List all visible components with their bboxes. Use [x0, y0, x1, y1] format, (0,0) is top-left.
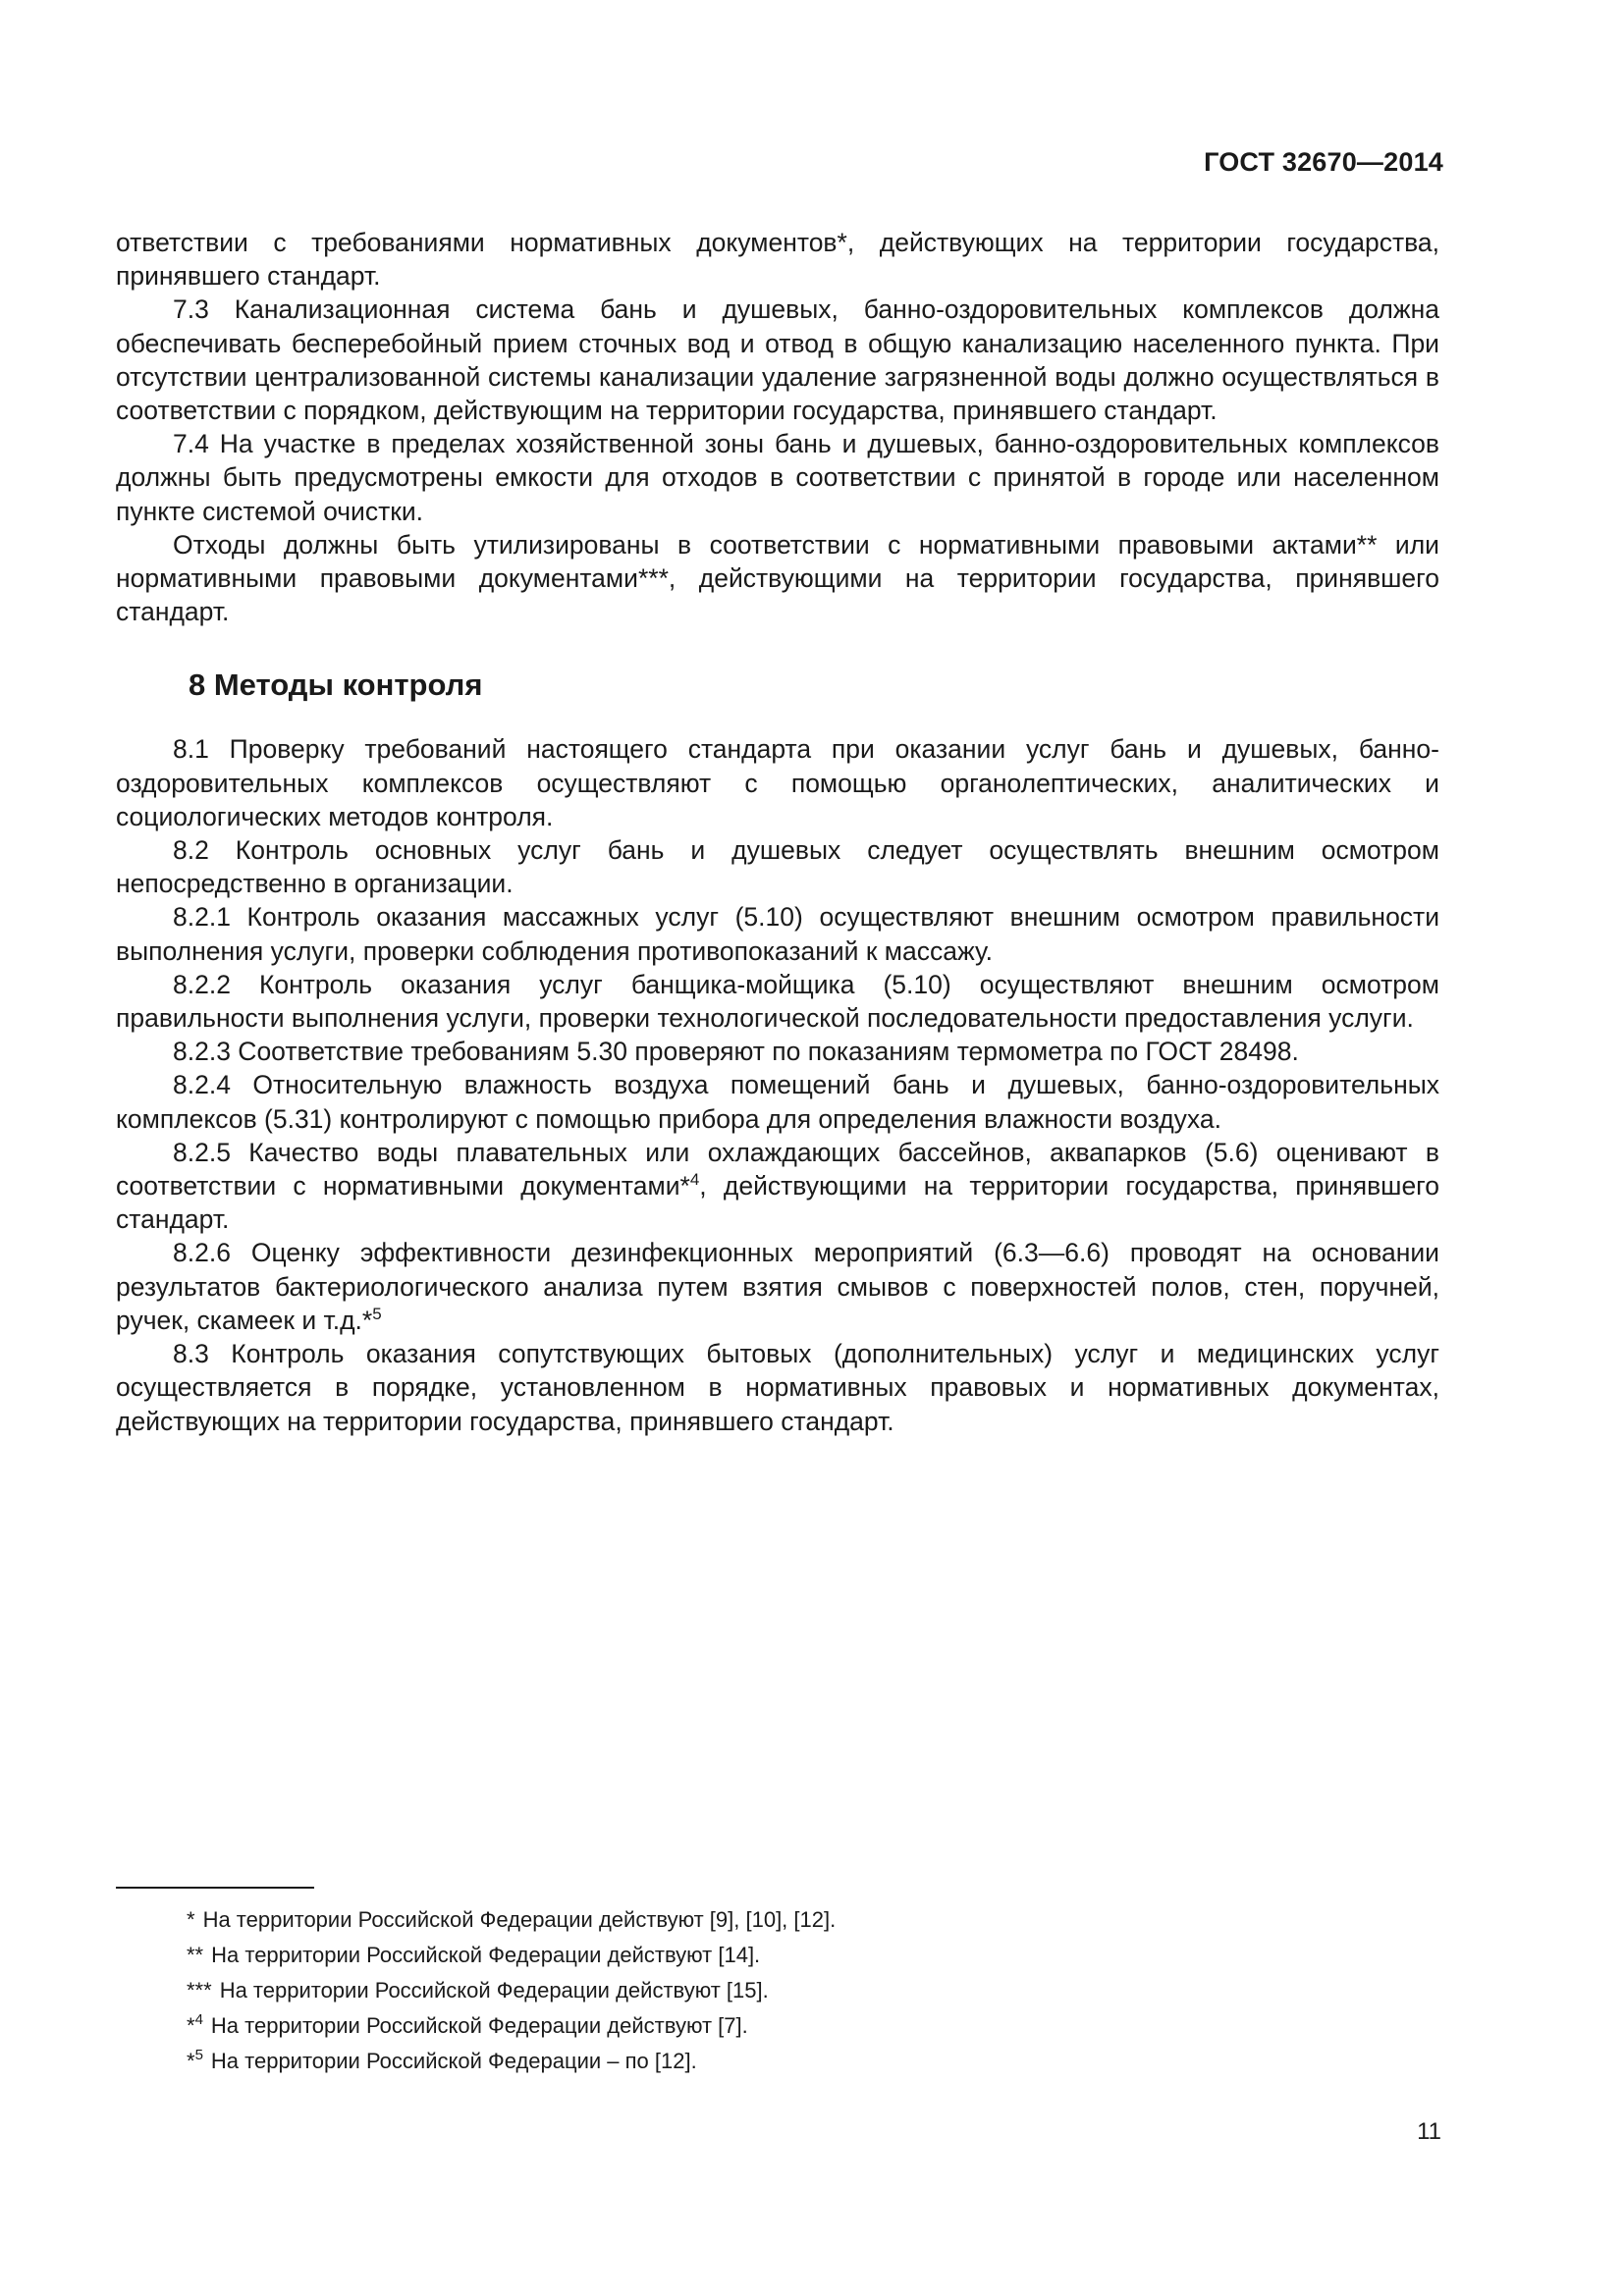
footnote-reference: *	[361, 1305, 373, 1335]
footnote-item	[187, 2044, 836, 2079]
paragraph-7-3: 7.3 Канализационная система бань и душевых, банно-оздоровительных комплексов должна обеспечивать бесперебойный прием сточных вод и отвод в общую канализацию населенного пункта. При отсутствии централизованной системы канализации удаление загрязненной воды должно осуществляться в соответствии с порядком, действующим на территории государства, принявшего стандарт.	[116, 294, 1439, 426]
footnote-text: На территории Российской Федерации действуют [14].	[211, 1943, 761, 1967]
footnotes	[187, 1902, 836, 2079]
paragraph-7-4: 7.4 На участке в пределах хозяйственной зоны бань и душевых, банно-оздоровительных комплексов должны быть предусмотрены емкости для отходов в соответствии с принятой в городе или населенном пункте системой очистки.	[116, 429, 1439, 526]
paragraph-8-2-3: 8.2.3 Соответствие требованиям 5.30 проверяют по показаниям термометра по ГОСТ 28498.	[173, 1037, 1299, 1067]
paragraph-8-2-6	[116, 1236, 1439, 1337]
paragraph-text: ответствии с требованиями нормативных документов	[116, 228, 838, 257]
footnote-reference-number: 4	[689, 1170, 700, 1190]
paragraph-text: Отходы должны быть утилизированы в соответствии с нормативными правовыми актами	[173, 529, 1357, 560]
footnote-reference-number: 5	[372, 1304, 382, 1323]
document-code-header: ГОСТ 32670—2014	[1204, 147, 1443, 177]
footnote-mark: ***	[187, 1978, 212, 2002]
footnote-item	[187, 1973, 836, 2008]
footnote-reference: ***	[637, 563, 669, 594]
paragraph-8-2-4: 8.2.4 Относительную влажность воздуха помещений бань и душевых, банно-оздоровительных комплексов (5.31) контролируют с помощью прибора для определения влажности воздуха.	[116, 1070, 1439, 1134]
footnote-mark: **	[187, 1943, 204, 1967]
paragraph-text: 8.2.5 Качество воды плавательных или охлаждающих бассейнов, аквапарков (5.6) оценивают в соответствии с нормативными документами	[116, 1137, 1439, 1201]
paragraph-8-2-1: 8.2.1 Контроль оказания массажных услуг (5.10) осуществляют внешним осмотром правильности выполнения услуги, проверки соблюдения противопоказаний к массажу.	[116, 902, 1439, 966]
footnote-item	[187, 2008, 836, 2044]
paragraph-continuation	[116, 226, 1439, 293]
footnote-item	[187, 1938, 836, 1973]
footnote-text: На территории Российской Федерации – по [12].	[210, 2049, 697, 2073]
footnote-reference: **	[1356, 529, 1378, 560]
footnote-text: На территории Российской Федерации действуют [9], [10], [12].	[202, 1907, 837, 1932]
paragraph-8-2-2: 8.2.2 Контроль оказания услуг банщика-мойщика (5.10) осуществляют внешним осмотром правильности выполнения услуги, проверки технологической последовательности предоставления услуги.	[116, 969, 1439, 1034]
paragraph-text: , действующими на территории государства, принявшего стандарт.	[116, 1171, 1439, 1235]
paragraph-text: , действующими на территории государства, принявшего стандарт.	[116, 563, 1439, 627]
paragraph-8-2-5	[116, 1136, 1439, 1237]
section-heading: 8 Методы контроля	[189, 667, 483, 703]
paragraph-8-2: 8.2 Контроль основных услуг бань и душевых следует осуществлять внешним осмотром непосредственно в организации.	[116, 835, 1439, 899]
footnote-item	[187, 1902, 836, 1938]
paragraph-8-1: 8.1 Проверку требований настоящего стандарта при оказании услуг бань и душевых, банно-оздоровительных комплексов осуществляют с помощью органолептических, аналитических и социологических методов контроля.	[116, 734, 1439, 831]
footnote-reference: *	[837, 228, 847, 257]
footnote-mark: *$^4$	[187, 2011, 203, 2038]
page-number: 11	[1417, 2118, 1441, 2145]
footnote-mark: *$^5$	[187, 2047, 203, 2073]
paragraph-waste	[116, 528, 1439, 629]
footnote-text: На территории Российской Федерации действуют [15].	[219, 1978, 769, 2002]
paragraph-8-3: 8.3 Контроль оказания сопутствующих бытовых (дополнительных) услуг и медицинских услуг осуществляется в порядке, установленном в нормативных правовых и нормативных документах, действующих на территории государства, принявшего стандарт.	[116, 1339, 1439, 1436]
footnote-separator	[116, 1887, 314, 1889]
paragraph-text: или нормативными правовыми документами	[116, 529, 1439, 594]
footnote-text: На территории Российской Федерации действуют [7].	[210, 2013, 748, 2038]
paragraph-text: 8.2.6 Оценку эффективности дезинфекционных мероприятий (6.3—6.6) проводят на основании результатов бактериологического анализа путем взятия смывов с поверхностей полов, стен, поручней, ручек, скамеек и т.д.	[116, 1238, 1439, 1335]
footnote-mark: *	[187, 1907, 195, 1932]
document-body	[116, 226, 1439, 1438]
paragraph-text: , действующих на территории государства, принявшего стандарт.	[116, 228, 1440, 292]
footnote-reference: *	[679, 1171, 690, 1201]
